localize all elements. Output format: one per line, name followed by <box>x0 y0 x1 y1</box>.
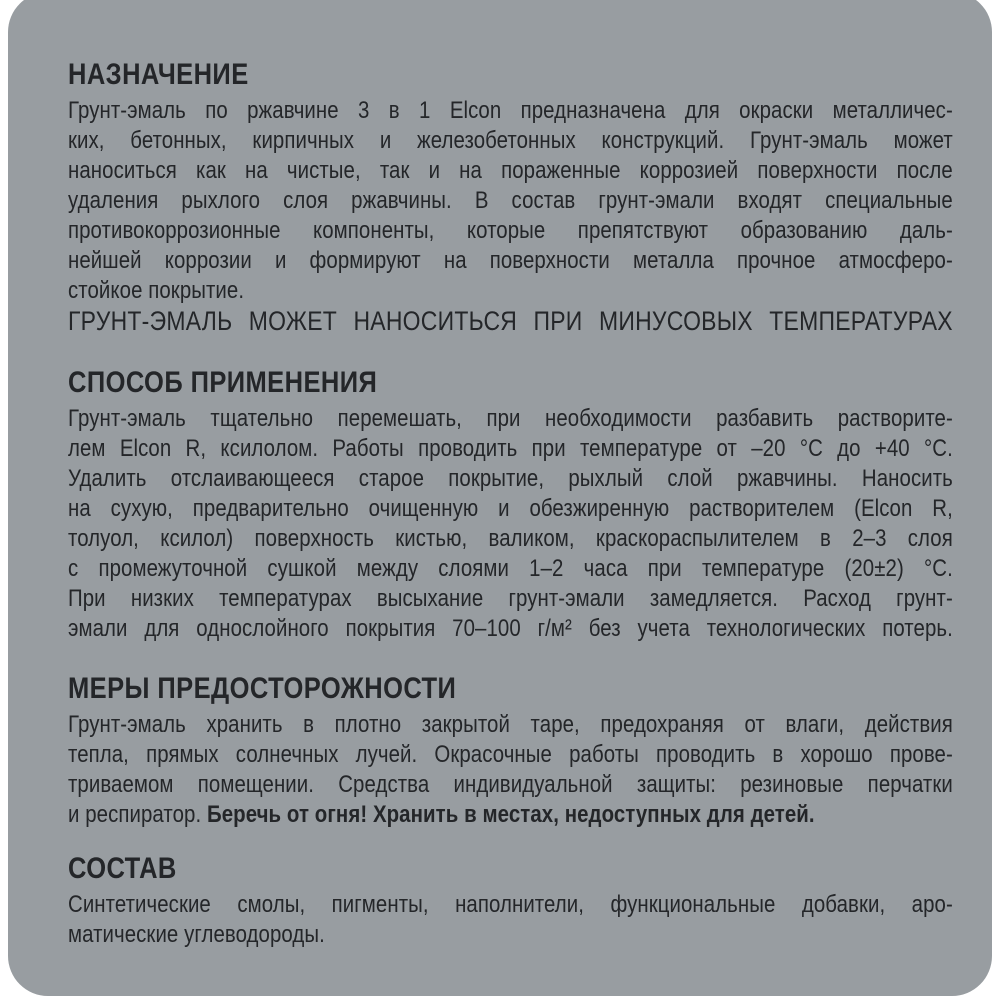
product-label-card <box>8 0 992 996</box>
text-line: на сухую, предварительно очищенную и обезжиренную растворителем (Elcon R, <box>68 495 953 522</box>
text-line: матические углеводороды. <box>68 921 325 948</box>
text-line <box>68 800 953 830</box>
text-line: толуол, ксилол) поверхность кистью, валиком, краскораспылителем в 2–3 слоя <box>68 525 953 552</box>
text-line: нейшей коррозии и формируют на поверхности металла прочное атмосферо- <box>68 247 953 274</box>
text-line: триваемом помещении. Средства индивидуальной защиты: резиновые перчатки <box>68 771 953 798</box>
section-application-method <box>68 366 953 644</box>
subzero-application-note: ГРУНТ-ЭМАЛЬ МОЖЕТ НАНОСИТЬСЯ ПРИ МИНУСОВЫХ ТЕМПЕРАТУРАХ <box>68 306 953 336</box>
section-purpose <box>68 58 953 336</box>
section-composition <box>68 852 953 950</box>
fire-safety-warning: Беречь от огня! Хранить в местах, недоступных для детей. <box>206 801 815 828</box>
label-text-content <box>68 58 953 950</box>
text-line: Синтетические смолы, пигменты, наполнители, функциональные добавки, аро- <box>68 891 953 918</box>
section-precautions <box>68 672 953 830</box>
section-precautions-heading: МЕРЫ ПРЕДОСТОРОЖНОСТИ <box>68 672 457 705</box>
section-application-heading: СПОСОБ ПРИМЕНЕНИЯ <box>68 366 378 399</box>
section-purpose-heading: НАЗНАЧЕНИЕ <box>68 58 249 91</box>
text-line: Грунт-эмаль хранить в плотно закрытой таре, предохраняя от влаги, действия <box>68 711 953 738</box>
text-line-normal-part: и респиратор. <box>68 801 207 828</box>
section-composition-heading: СОСТАВ <box>68 852 177 885</box>
text-line: тепла, прямых солнечных лучей. Окрасочные работы проводить в хорошо прове- <box>68 741 953 768</box>
text-line: удаления рыхлого слоя ржавчины. В состав грунт-эмали входят специальные <box>68 187 953 214</box>
text-line: противокоррозионные компоненты, которые препятствуют образованию даль- <box>68 217 953 244</box>
text-line: с промежуточной сушкой между слоями 1–2 часа при температуре (20±2) °С. <box>68 555 953 582</box>
text-line: Грунт-эмаль тщательно перемешать, при необходимости разбавить растворите- <box>68 405 953 432</box>
text-line: эмали для однослойного покрытия 70–100 г/м² без учета технологических потерь. <box>68 615 953 642</box>
text-line: Грунт-эмаль по ржавчине 3 в 1 Elcon предназначена для окраски металличес- <box>68 97 953 124</box>
text-line: Удалить отслаивающееся старое покрытие, рыхлый слой ржавчины. Наносить <box>68 465 953 492</box>
text-line: стойкое покрытие. <box>68 277 245 304</box>
text-line: При низких температурах высыхание грунт-эмали замедляется. Расход грунт- <box>68 585 953 612</box>
text-line: наноситься как на чистые, так и на пораженные коррозией поверхности после <box>68 157 953 184</box>
text-line: ких, бетонных, кирпичных и железобетонных конструкций. Грунт-эмаль может <box>68 127 953 154</box>
text-line: лем Elcon R, ксилолом. Работы проводить при температуре от –20 °С до +40 °С. <box>68 435 953 462</box>
